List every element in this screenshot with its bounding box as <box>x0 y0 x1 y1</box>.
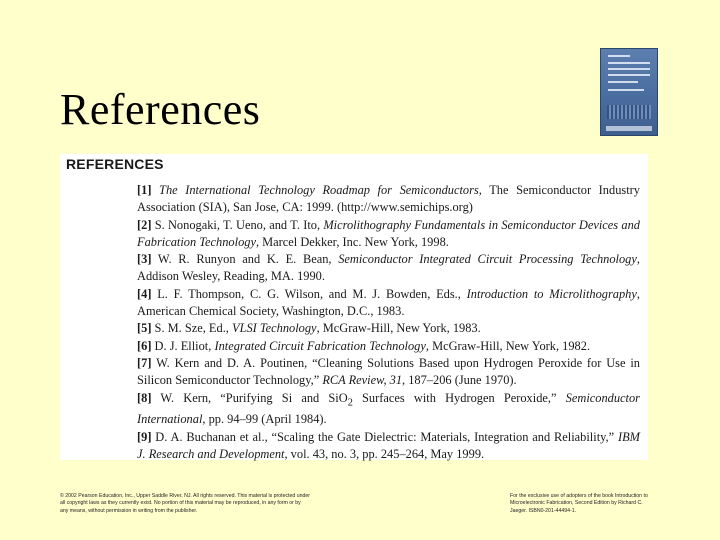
reference-text: D. J. Elliot, <box>151 338 215 353</box>
reference-number: [5] <box>137 321 152 336</box>
reference-text: W. Kern and D. A. Poutinen, “Cleaning Solutions Based upon Hydrogen Peroxide for Use in Silicon Semiconductor Technology,” <box>137 355 640 388</box>
copyright-notice: © 2002 Pearson Education, Inc., Upper Saddle River, NJ. All rights reserved. This material is protected under all copyright laws as they currently exist. No portion of this material may be reproduced, in any form or by any means, without permission in writing from the publisher. <box>60 493 310 514</box>
adopter-notice: For the exclusive use of adopters of the book Introduction to Microelectronic Fabrication, Second Edition by Richard C. Jaeger. ISBN0-201-44494-1. <box>510 493 648 514</box>
reference-text <box>151 183 159 197</box>
reference-item <box>137 286 640 321</box>
reference-list <box>137 182 640 463</box>
reference-text: , McGraw-Hill, New York, 1982. <box>425 338 591 353</box>
reference-number: [8] <box>137 390 152 405</box>
reference-item <box>137 355 640 390</box>
references-heading: REFERENCES <box>66 156 164 172</box>
reference-number: [3] <box>137 252 152 267</box>
reference-title: Semiconductor International <box>137 390 640 427</box>
reference-title: Integrated Circuit Fabrication Technology <box>214 338 426 353</box>
textbook-cover-image <box>600 48 658 136</box>
reference-text: , McGraw-Hill, New York, 1983. <box>316 321 481 336</box>
reference-number: [2] <box>137 217 152 232</box>
reference-title: RCA Review, 31 <box>322 373 403 388</box>
reference-item <box>137 429 640 464</box>
reference-text: S. M. Sze, Ed., <box>151 321 232 336</box>
reference-text: , American Chemical Society, Washington, D.C., 1983. <box>137 286 640 319</box>
reference-text: W. R. Runyon and K. E. Bean, <box>151 252 339 267</box>
reference-title: The International Technology Roadmap for Semiconductors <box>159 183 479 197</box>
reference-title: IBM J. Research and Development <box>137 429 640 461</box>
slide-title: References <box>60 85 261 134</box>
reference-text: , 187–206 (June 1970). <box>402 373 517 388</box>
reference-title: VLSI Technology <box>232 321 317 336</box>
reference-text: , The Semiconductor Industry Association (SIA), San Jose, CA: 1999. (http://www.semichips.org) <box>137 183 640 215</box>
reference-item <box>137 217 640 252</box>
reference-text: D. A. Buchanan et al., “Scaling the Gate Dielectric: Materials, Integration and Reliability,” <box>151 429 618 444</box>
reference-title: Semiconductor Integrated Circuit Processing Technology <box>338 252 637 267</box>
reference-text: , Marcel Dekker, Inc. New York, 1998. <box>255 234 449 249</box>
reference-number: [1] <box>137 183 152 197</box>
reference-text: , vol. 43, no. 3, pp. 245–264, May 1999. <box>284 446 485 461</box>
reference-number: [6] <box>137 338 152 353</box>
reference-text: L. F. Thompson, C. G. Wilson, and M. J. Bowden, Eds., <box>151 286 467 301</box>
reference-item <box>137 320 640 337</box>
reference-item <box>137 251 640 286</box>
reference-item <box>137 182 640 217</box>
reference-text: , pp. 94–99 (April 1984). <box>202 412 327 427</box>
references-panel <box>60 154 648 460</box>
reference-number: [4] <box>137 286 152 301</box>
reference-number: [7] <box>137 355 152 370</box>
reference-title: Introduction to Microlithography <box>466 286 637 301</box>
reference-number: [9] <box>137 429 152 444</box>
reference-text: W. Kern, “Purifying Si and SiO <box>151 390 348 405</box>
reference-item <box>137 338 640 355</box>
reference-text: , Addison Wesley, Reading, MA. 1990. <box>137 252 640 284</box>
subscript: 2 <box>347 397 353 409</box>
reference-text: Surfaces with Hydrogen Peroxide,” <box>352 390 566 405</box>
reference-text: S. Nonogaki, T. Ueno, and T. Ito, <box>151 217 324 232</box>
reference-item <box>137 390 640 429</box>
reference-title: Microlithography Fundamentals in Semiconductor Devices and Fabrication Technology <box>137 217 640 249</box>
